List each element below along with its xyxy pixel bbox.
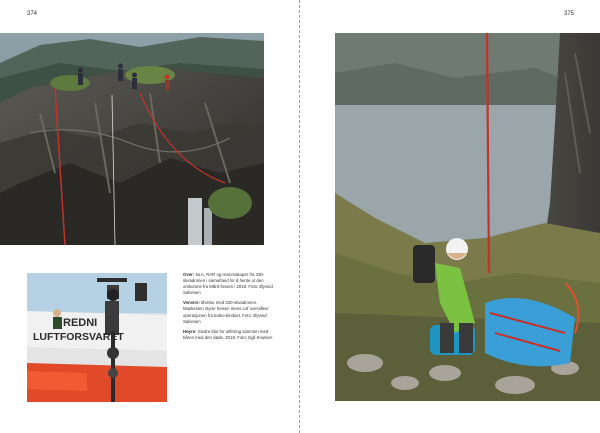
helicopter-lettering-2: LUFTFORSVARET <box>33 331 124 343</box>
helicopter-winch-photo <box>27 273 167 402</box>
helicopter-lettering-1: REDNI <box>63 317 98 329</box>
caption-right: Høyre: Sindre klar for utfirning sammen med båren med den døde, 2018. Foto: Egil Knutsen <box>183 328 273 340</box>
caption-above: Over: NLA, RAR og Hummakoper fra 330-skvadronen i samarbeid for å hente ut den omkomne fra Mård-fossen i 2018. Foto: Øyvind Salvesen <box>183 272 273 296</box>
photo-captions <box>183 272 273 345</box>
page-number-left: 374 <box>27 11 38 17</box>
rescue-cliff-photo <box>0 33 264 245</box>
climber-fjord-photo <box>335 33 600 401</box>
right-page <box>301 0 600 433</box>
page-number-right: 375 <box>564 11 575 17</box>
caption-left: Venstre: Øvelse med 330-skvadronen. Maskesten styrer heisen mens Lof overvåker operasjonen fra buleo-kinduet. Foto: Øyvind Salvesen <box>183 300 269 324</box>
